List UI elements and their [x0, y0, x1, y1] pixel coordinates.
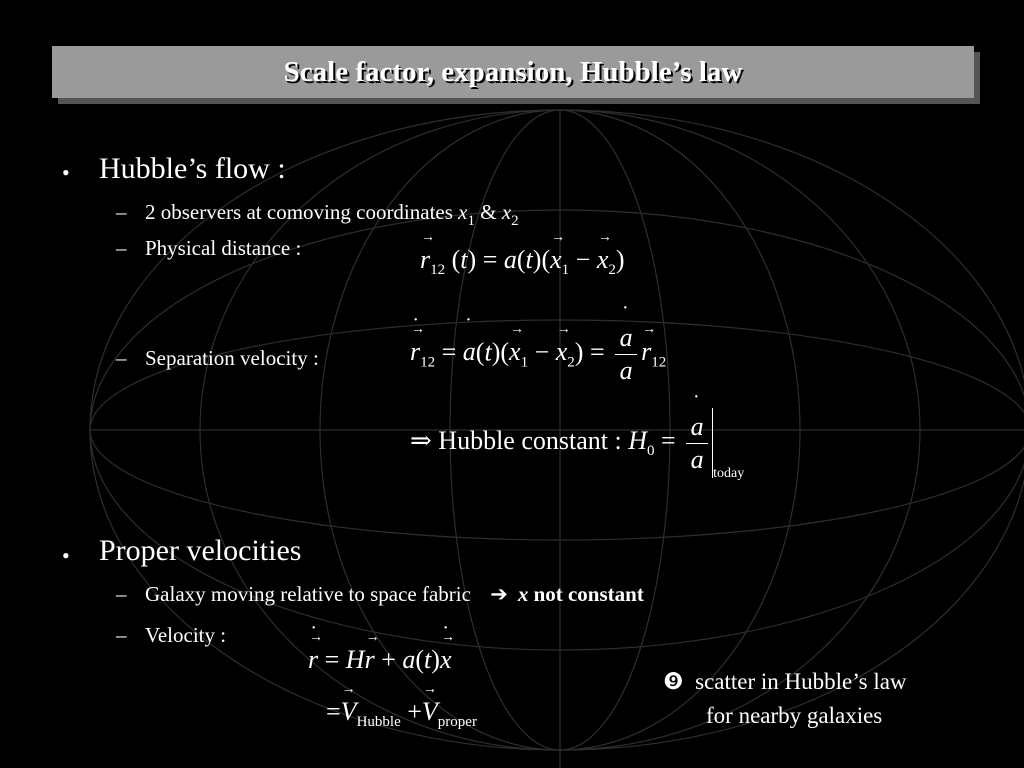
- bullet-dot: •: [62, 543, 70, 568]
- sub-dash: –: [116, 623, 127, 647]
- eq-hubble-constant: ⇒ Hubble constant : $H_0$ = $\frac{a ˙}{a}$ $_{today}$: [410, 408, 744, 482]
- eq-velocity-line1: → r ˙ = H→ r + a(t)→ x ˙: [308, 645, 452, 675]
- eq-velocity-line2: =→ $V_{Hubble} +\to V_{proper}$: [326, 697, 477, 731]
- sub-item-separation-velocity: Separation velocity :: [145, 346, 319, 370]
- arrow-right-icon: ➔: [490, 582, 508, 606]
- eq-physical-distance: → $r_{12}$ $(t) = a(t)(\to x_1$ − → $x_2$): [420, 245, 625, 279]
- slide-title: Scale factor, expansion, Hubble’s law: [283, 56, 743, 88]
- eq-separation-velocity: → r $˙_{12} = a$ ˙(t)(→ $x_1$ − → $x_2$) = $\frac{a ˙}{a}$ → $r_{12}$: [410, 322, 666, 387]
- sub-item-observers: 2 observers at comoving coordinates $x_1$ & $x_2$: [145, 200, 519, 229]
- bullet-dot: •: [62, 160, 70, 185]
- bullet-hubble-flow: Hubble’s flow :: [99, 152, 286, 185]
- title-bar: [52, 46, 974, 98]
- sub-dash: –: [116, 582, 127, 606]
- sub-item-galaxy-moving: Galaxy moving relative to space fabric ➔ x not constant: [145, 582, 644, 606]
- bullet-proper-velocities: Proper velocities: [99, 534, 302, 567]
- note-nearby: for nearby galaxies: [706, 703, 883, 728]
- sub-dash: –: [116, 346, 127, 370]
- sub-item-physical-distance: Physical distance :: [145, 236, 302, 260]
- sub-item-velocity: Velocity :: [145, 623, 227, 647]
- sub-dash: –: [116, 236, 127, 260]
- sub-dash: –: [116, 200, 127, 224]
- circled-nine-icon: ❾: [663, 669, 684, 694]
- note-scatter: ❾ scatter in Hubble’s law: [663, 669, 907, 694]
